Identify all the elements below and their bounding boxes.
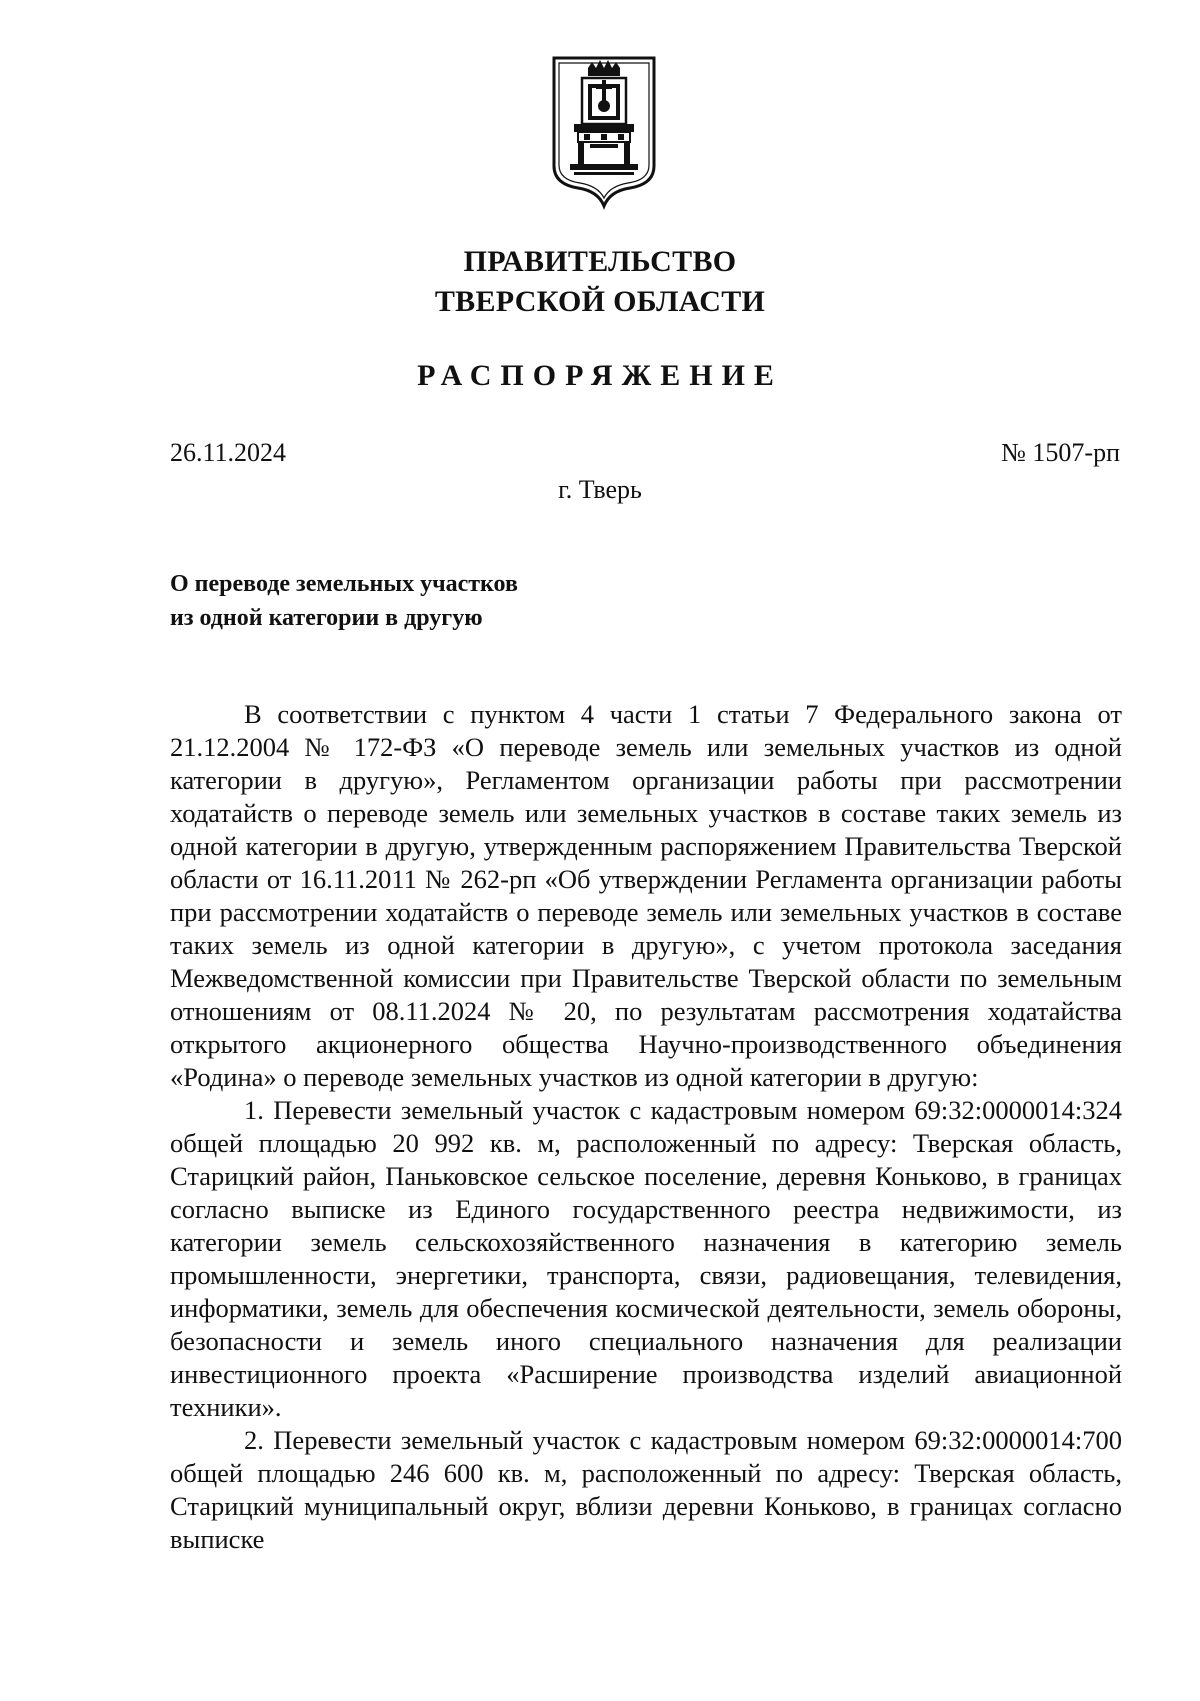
document-city: г. Тверь	[558, 475, 642, 504]
item-1-paragraph: 1. Перевести земельный участок с кадастровым номером 69:32:0000014:324 общей площадью 20 992 кв. м, расположенный по адресу: Тверская область, Старицкий район, Паньковское сельское поселение, деревня Коньково, в границах согласно выписке из Единого государственного реестра недвижимости, из категории земель сельскохозяйственного назначения в категорию земель промышленности, энергетики, транспорта, связи, радиовещания, телевидения, информатики, земель для обеспечения космической деятельности, земель обороны, безопасности и земель иного специального назначения для реализации инвестиционного проекта «Расширение производства изделий авиационной техники».	[170, 1095, 1122, 1422]
document-subject	[170, 567, 518, 635]
document-body	[170, 698, 1122, 1556]
document-type: РАСПОРЯЖЕНИЕ	[417, 359, 783, 392]
subject-line1: О переводе земельных участков	[170, 571, 518, 597]
preamble-paragraph: В соответствии с пунктом 4 части 1 статьи 7 Федерального закона от 21.12.2004 № 172-ФЗ «О переводе земель или земельных участков из одной категории в другую», Регламентом организации работы при рассмотрении ходатайств о переводе земель или земельных участков в составе таких земель из одной категории в другую, утвержденным распоряжением Правительства Тверской области от 16.11.2011 № 262-рп «Об утверждении Регламента организации работы при рассмотрении ходатайств о переводе земель или земельных участков в составе таких земель из одной категории в другую», с учетом протокола заседания Межведомственной комиссии при Правительстве Тверской области по земельным отношениям от 08.11.2024 № 20, по результатам рассмотрения ходатайства открытого акционерного общества Научно-производственного объединения «Родина» о переводе земельных участков из одной категории в другую:	[170, 699, 1122, 1092]
document-number: № 1507-рп	[1001, 438, 1120, 467]
document-date: 26.11.2024	[170, 438, 287, 467]
item-2-paragraph: 2. Перевести земельный участок с кадастровым номером 69:32:0000014:700 общей площадью 246 600 кв. м, расположенный по адресу: Тверская область, Старицкий муниципальный округ, вблизи деревни Коньково, в границах согласно выписке	[170, 1425, 1122, 1554]
government-title-line1: ПРАВИТЕЛЬСТВО	[463, 245, 737, 278]
government-title-line2: ТВЕРСКОЙ ОБЛАСТИ	[434, 285, 766, 318]
coat-of-arms-icon	[550, 54, 658, 212]
subject-line2: из одной категории в другую	[170, 605, 483, 631]
